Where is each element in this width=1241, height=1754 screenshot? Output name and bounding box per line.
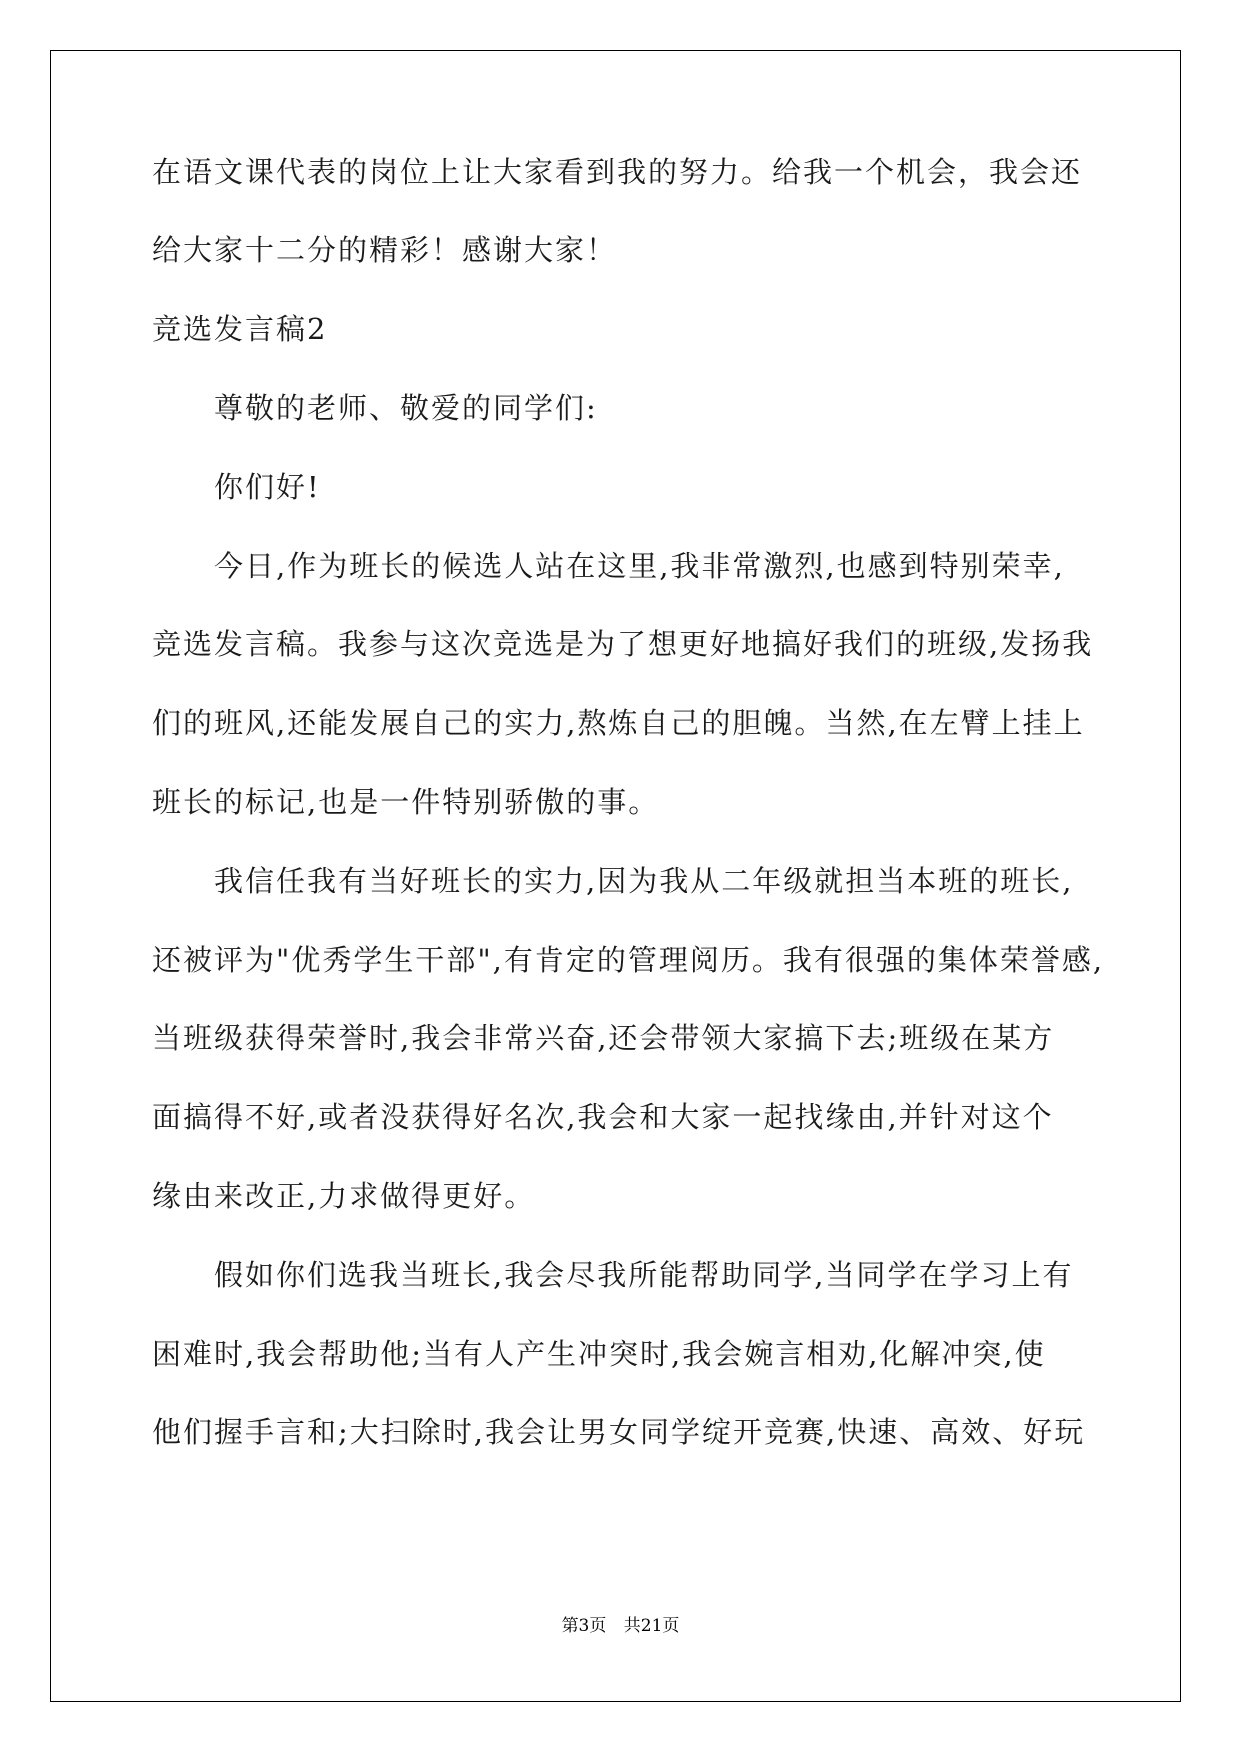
text-line: 面搞得不好,或者没获得好名次,我会和大家一起找缘由,并针对这个 xyxy=(152,1100,1054,1134)
text-line: 给大家十二分的精彩！感谢大家！ xyxy=(152,233,618,267)
text-line: 他们握手言和;大扫除时,我会让男女同学绽开竞赛,快速、高效、好玩 xyxy=(152,1415,1086,1449)
page-number: 第3页 xyxy=(561,1616,607,1636)
text-line: 在语文课代表的岗位上让大家看到我的努力。给我一个机会，我会还 xyxy=(152,155,1083,189)
text-line: 们的班风,还能发展自己的实力,熬炼自己的胆魄。当然,在左臂上挂上 xyxy=(152,706,1085,740)
text-line: 竞选发言稿。我参与这次竞选是为了想更好地搞好我们的班级,发扬我 xyxy=(152,627,1094,661)
salutation: 尊敬的老师、敬爱的同学们: xyxy=(214,391,598,425)
text-line: 我信任我有当好班长的实力,因为我从二年级就担当本班的班长, xyxy=(214,864,1074,898)
page-footer xyxy=(0,1611,1241,1636)
text-line: 缘由来改正,力求做得更好。 xyxy=(152,1179,536,1213)
text-line: 假如你们选我当班长,我会尽我所能帮助同学,当同学在学习上有 xyxy=(214,1258,1074,1292)
greeting: 你们好! xyxy=(214,470,321,504)
page-total: 共21页 xyxy=(623,1616,680,1636)
text-line: 困难时,我会帮助他;当有人产生冲突时,我会婉言相劝,化解冲突,使 xyxy=(152,1337,1046,1371)
text-line: 还被评为"优秀学生干部",有肯定的管理阅历。我有很强的集体荣誉感, xyxy=(152,943,1105,977)
text-line: 今日,作为班长的候选人站在这里,我非常激烈,也感到特别荣幸, xyxy=(214,549,1065,583)
text-line: 当班级获得荣誉时,我会非常兴奋,还会带领大家搞下去;班级在某方 xyxy=(152,1021,1055,1055)
section-heading: 竞选发言稿2 xyxy=(152,312,328,346)
text-line: 班长的标记,也是一件特别骄傲的事。 xyxy=(152,785,660,819)
